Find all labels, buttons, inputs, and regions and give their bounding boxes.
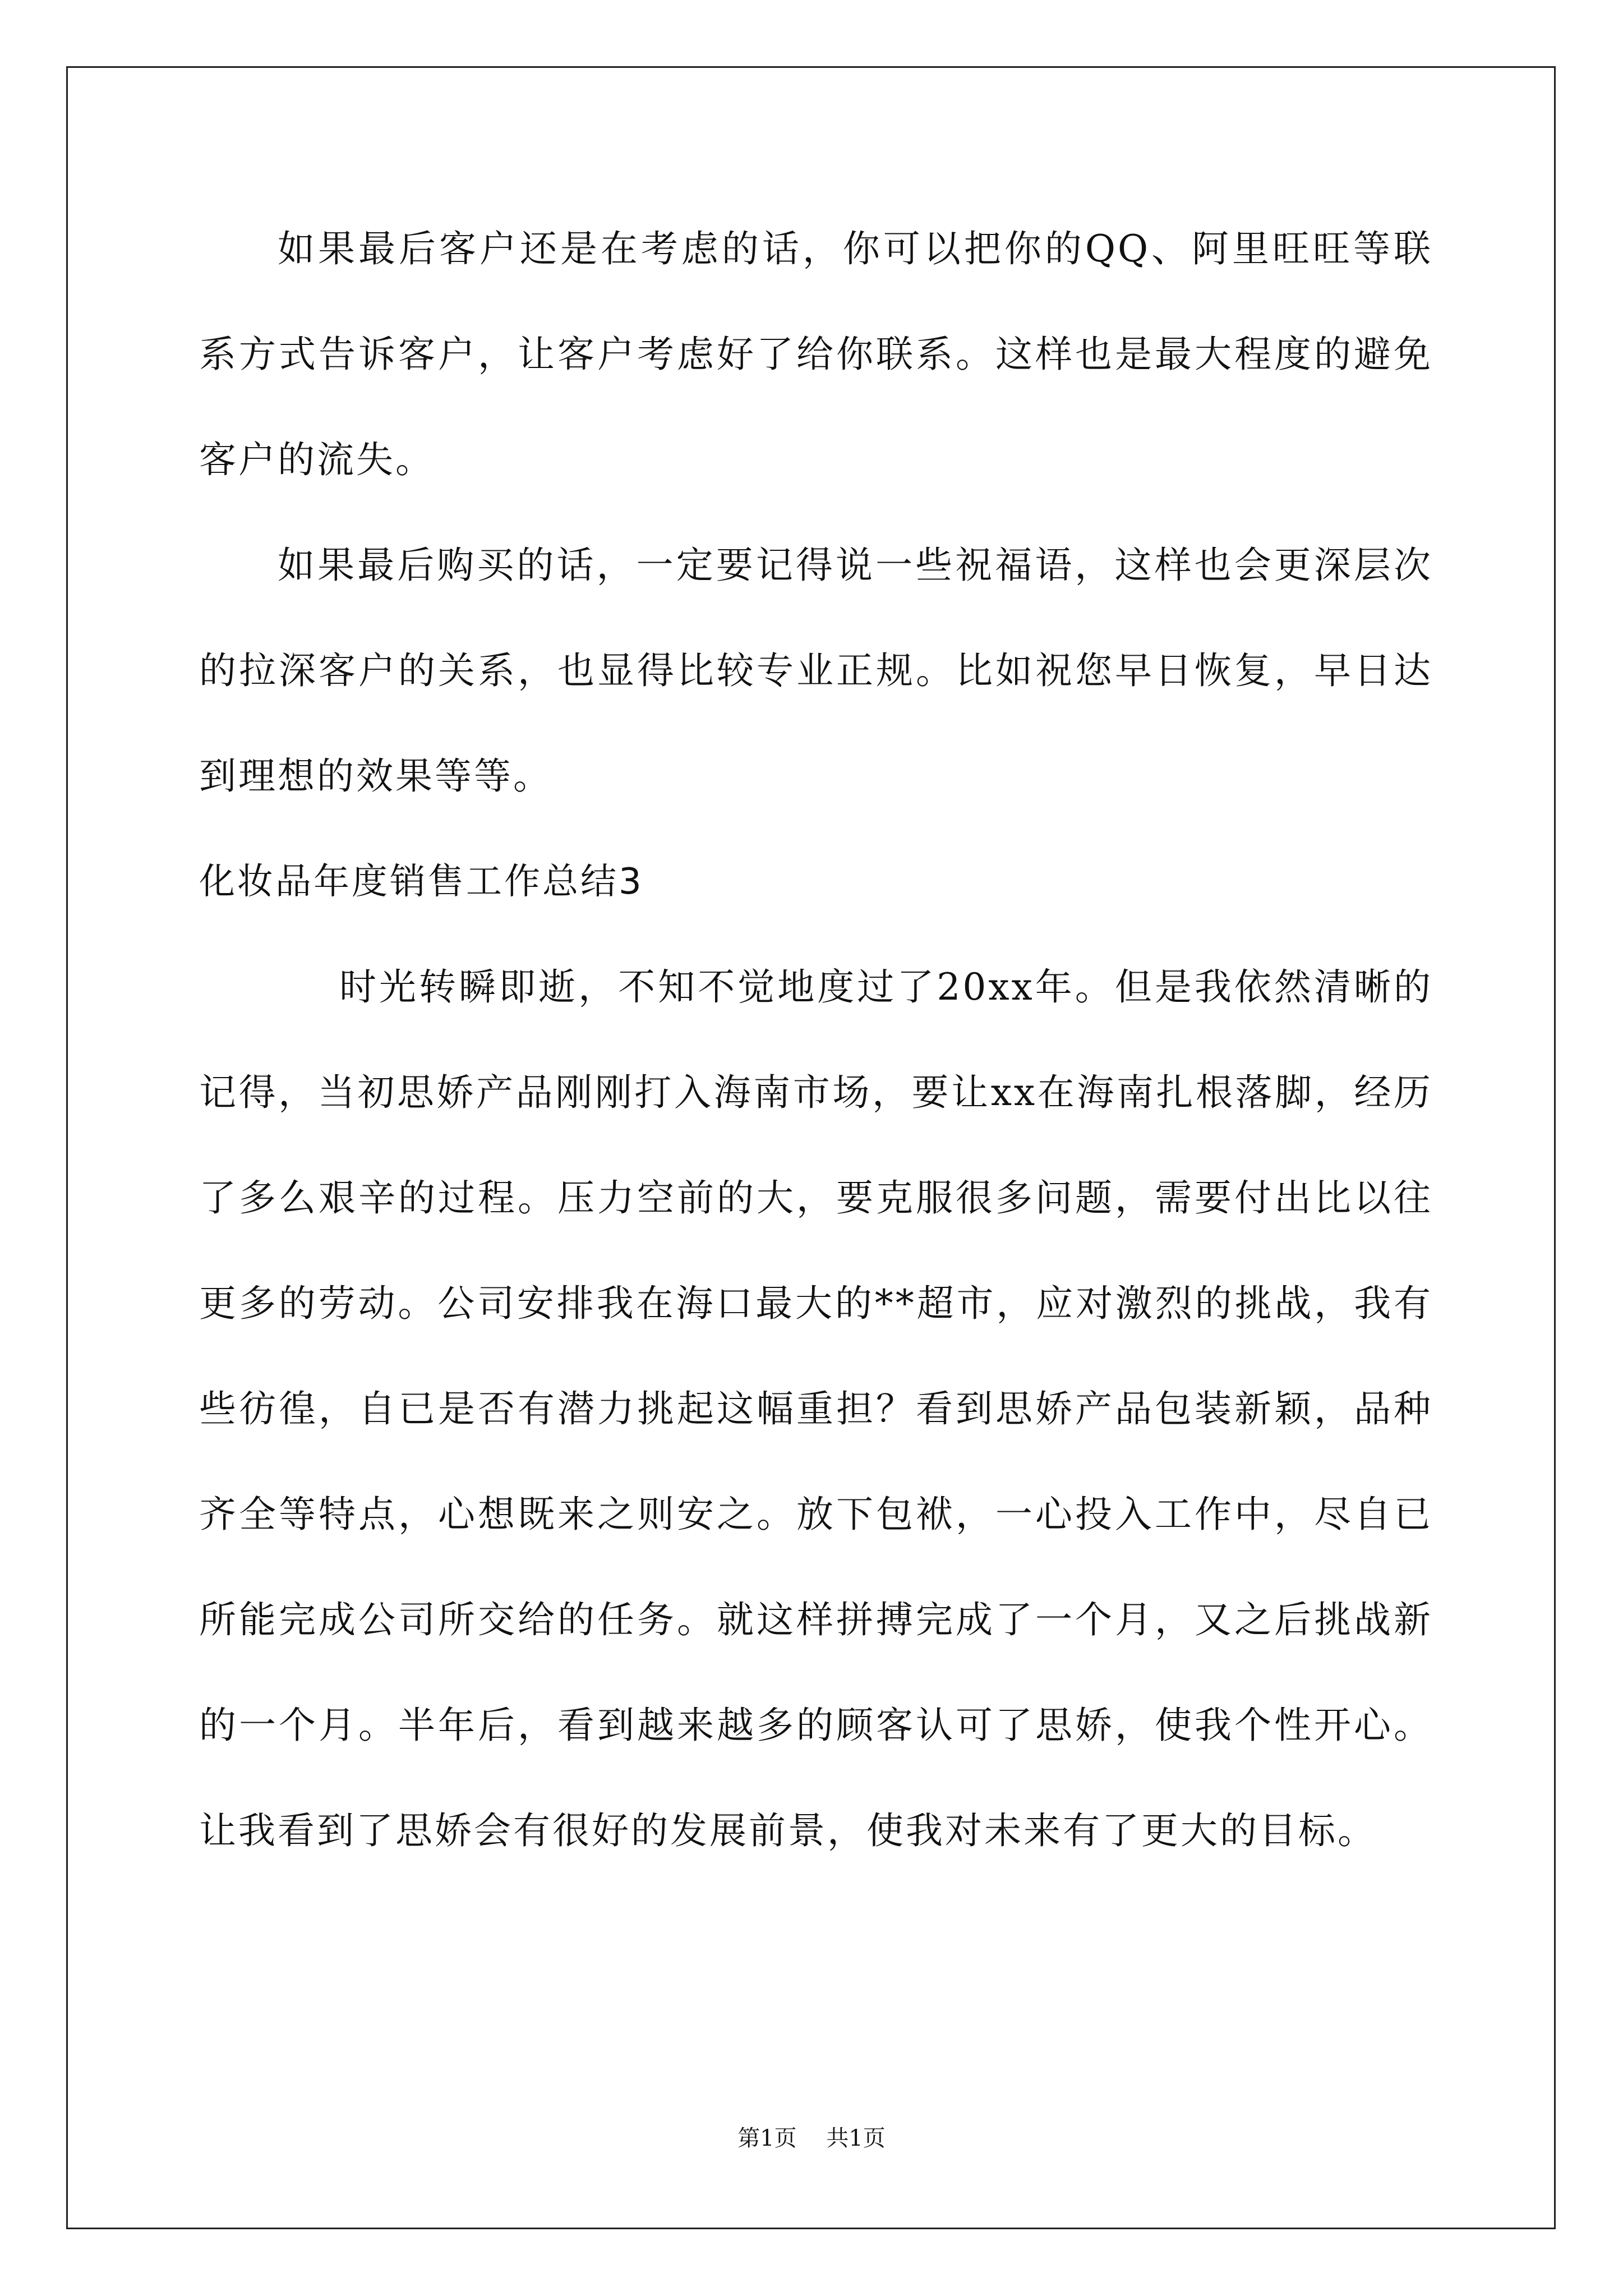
page-footer [0,2120,1623,2152]
page-number-total: 共1页 [826,2125,886,2151]
paragraph-2: 如果最后购买的话，一定要记得说一些祝福语，这样也会更深层次的拉深客户的关系，也显得比较专业正规。比如祝您早日恢复，早日达到理想的效果等等。 [199,544,1433,798]
document-body [199,196,1433,1884]
page-number-current: 第1页 [737,2125,797,2151]
paragraph-1: 如果最后客户还是在考虑的话，你可以把你的QQ、阿里旺旺等联系方式告诉客户，让客户考虑好了给你联系。这样也是最大程度的避免客户的流失。 [199,227,1433,481]
section-heading: 化妆品年度销售工作总结3 [199,861,644,903]
paragraph-3: 时光转瞬即逝，不知不觉地度过了20xx年。但是我依然清晰的记得，当初思娇产品刚刚打入海南市场，要让xx在海南扎根落脚，经历了多么艰辛的过程。压力空前的大，要克服很多问题，需要付出比以往更多的劳动。公司安排我在海口最大的**超市，应对激烈的挑战，我有些彷徨，自已是否有潜力挑起这幅重担？看到思娇产品包装新颖，品种齐全等特点，心想既来之则安之。放下包袱，一心投入工作中，尽自已所能完成公司所交给的任务。就这样拼搏完成了一个月，又之后挑战新的一个月。半年后，看到越来越多的顾客认可了思娇，使我个性开心。让我看到了思娇会有很好的发展前景，使我对未来有了更大的目标。 [199,965,1433,1852]
